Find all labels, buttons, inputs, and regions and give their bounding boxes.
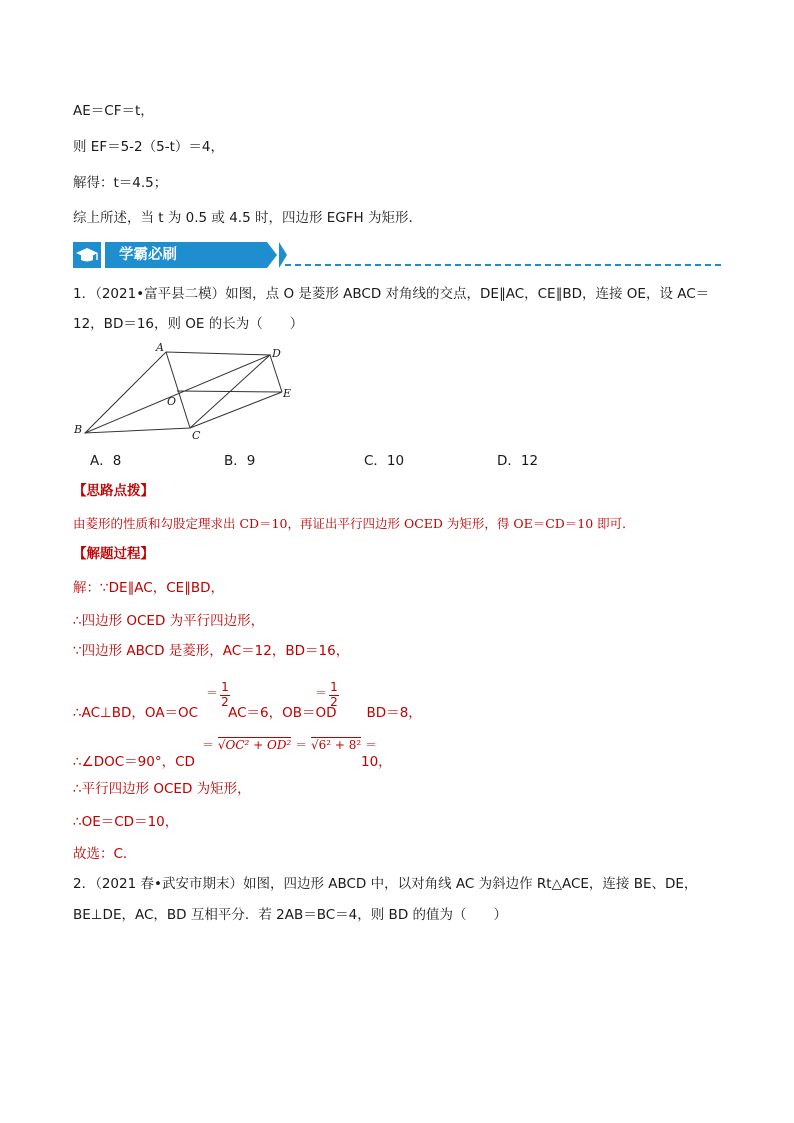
option-b: B．9 <box>224 453 256 469</box>
question-2-stem: 2．（2021 春•武安市期末）如图，四边形 ABCD 中，以对角线 AC 为斜边作 Rt△ACE，连接 BE、DE， <box>73 876 698 892</box>
hint-heading: 【思路点拨】 <box>73 483 154 499</box>
rhombus-figure <box>70 340 300 445</box>
question-1-stem: 1．（2021•富平县二模）如图，点 O 是菱形 ABCD 对角线的交点，DE∥AC，CE∥BD，连接 OE，设 AC＝ <box>73 286 710 302</box>
label-e: E <box>283 387 292 400</box>
solution-step: 故选：C． <box>73 846 137 862</box>
question-2-stem: BE⊥DE，AC，BD 互相平分．若 2AB＝BC＝4，则 BD 的值为（ ） <box>73 907 508 923</box>
hint-text: 由菱形的性质和勾股定理求出 CD＝10，再证出平行四边形 OCED 为矩形，得 OE＝CD＝10 即可． <box>73 516 635 531</box>
banner-divider <box>285 264 721 266</box>
text-line: 综上所述，当 t 为 0.5 或 4.5 时，四边形 EGFH 为矩形． <box>73 210 422 226</box>
solution-step: ∴四边形 OCED 为平行四边形， <box>73 613 265 629</box>
question-1-stem: 12，BD＝16，则 OE 的长为（ ） <box>73 316 304 332</box>
label-d: D <box>272 347 281 360</box>
text-line: 则 EF＝5-2（5-t）＝4， <box>73 139 224 155</box>
banner-arrow <box>267 242 277 268</box>
option-a: A．8 <box>90 453 122 469</box>
section-banner <box>73 240 723 270</box>
fraction-half: ＝ 1 2 <box>315 680 338 709</box>
graduation-cap-icon <box>73 242 101 268</box>
pythagorean-expression: ＝ √OC² + OD² ＝ √6² + 8² ＝ <box>202 738 378 752</box>
option-c: C．10 <box>364 453 405 469</box>
label-b: B <box>74 423 83 436</box>
label-o: O <box>167 395 177 408</box>
solution-step: ∴平行四边形 OCED 为矩形， <box>73 781 251 797</box>
label-a: A <box>156 341 164 354</box>
text-line: 解得：t＝4.5； <box>73 175 168 191</box>
solution-heading: 【解题过程】 <box>73 546 154 562</box>
text-line: AE＝CF＝t， <box>73 103 154 119</box>
label-c: C <box>192 429 201 442</box>
solution-step: 解：∵DE∥AC，CE∥BD， <box>73 580 225 596</box>
solution-step: ∴AC⊥BD，OA＝OC AC＝6，OB＝OD BD＝8， <box>73 705 422 721</box>
solution-step: ∴OE＝CD＝10， <box>73 814 179 830</box>
fraction-half: ＝ 1 2 <box>206 680 229 709</box>
solution-step: ∵四边形 ABCD 是菱形，AC＝12，BD＝16， <box>73 643 350 659</box>
banner-title: 学霸必刷 <box>105 242 267 268</box>
solution-step: ∴∠DOC＝90°，CD <box>73 754 195 770</box>
option-d: D．12 <box>497 453 539 469</box>
result-value: 10， <box>361 754 392 770</box>
